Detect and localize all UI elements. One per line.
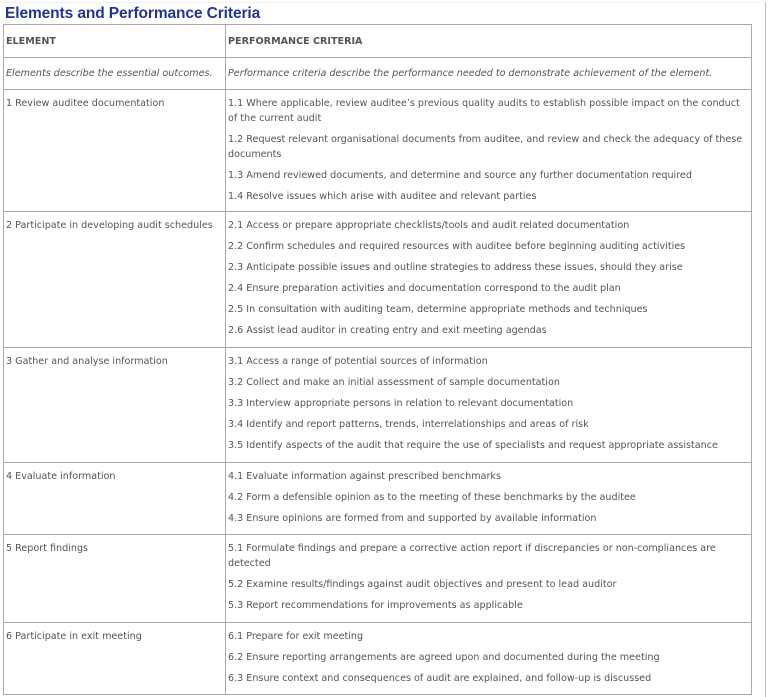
criterion: 3.2 Collect and make an initial assessment of sample documentation [228, 377, 560, 388]
element-cell: 6 Participate in exit meeting [4, 623, 226, 695]
criterion: 2.4 Ensure preparation activities and documentation correspond to the audit plan [228, 283, 621, 294]
element-cell: 2 Participate in developing audit schedules [4, 212, 226, 348]
elements-criteria-table [3, 24, 752, 695]
criteria-cell [226, 535, 752, 623]
table-row [4, 348, 752, 463]
header-element: ELEMENT [4, 25, 226, 58]
criterion: 4.1 Evaluate information against prescribed benchmarks [228, 471, 501, 482]
criteria-description: Performance criteria describe the performance needed to demonstrate achievement of the element. [226, 58, 752, 90]
criterion: 2.6 Assist lead auditor in creating entry and exit meeting agendas [228, 325, 547, 336]
criterion: 5.2 Examine results/findings against audit objectives and present to lead auditor [228, 579, 617, 590]
table-row [4, 623, 752, 695]
criterion: 6.2 Ensure reporting arrangements are agreed upon and documented during the meeting [228, 652, 660, 663]
criteria-cell [226, 348, 752, 463]
page-title: Elements and Performance Criteria [5, 5, 261, 22]
criterion: 3.4 Identify and report patterns, trends, interrelationships and areas of risk [228, 419, 589, 430]
table-row [4, 212, 752, 348]
criterion: 6.1 Prepare for exit meeting [228, 631, 364, 642]
criterion: 3.3 Interview appropriate persons in relation to relevant documentation [228, 398, 574, 409]
criterion: 1.1 Where applicable, review auditee’s previous quality audits to establish possible impact on the conduct of the current audit [228, 98, 740, 124]
criterion: 1.2 Request relevant organisational documents from auditee, and review and check the adequacy of these documents [228, 134, 743, 160]
criterion: 2.3 Anticipate possible issues and outline strategies to address these issues, should they arise [228, 262, 683, 273]
element-cell: 4 Evaluate information [4, 463, 226, 535]
table-row [4, 90, 752, 212]
criteria-cell [226, 212, 752, 348]
criterion: 5.3 Report recommendations for improvements as applicable [228, 600, 523, 611]
criterion: 1.4 Resolve issues which arise with auditee and relevant parties [228, 191, 537, 202]
criteria-cell [226, 623, 752, 695]
criterion: 3.5 Identify aspects of the audit that require the use of specialists and request appropriate assistance [228, 440, 718, 451]
criteria-cell [226, 463, 752, 535]
criterion: 6.3 Ensure context and consequences of audit are explained, and follow-up is discussed [228, 673, 652, 684]
criterion: 3.1 Access a range of potential sources of information [228, 356, 488, 367]
criterion: 5.1 Formulate findings and prepare a corrective action report if discrepancies or non-compliances are detected [228, 543, 716, 569]
criterion: 1.3 Amend reviewed documents, and determine and source any further documentation required [228, 170, 692, 181]
criterion: 4.3 Ensure opinions are formed from and supported by available information [228, 513, 597, 524]
element-cell: 5 Report findings [4, 535, 226, 623]
table-header-row [4, 25, 752, 58]
element-cell: 1 Review auditee documentation [4, 90, 226, 212]
criterion: 2.1 Access or prepare appropriate checklists/tools and audit related documentation [228, 220, 630, 231]
table-row [4, 535, 752, 623]
criteria-cell [226, 90, 752, 212]
table-row [4, 463, 752, 535]
header-performance-criteria: PERFORMANCE CRITERIA [226, 25, 752, 58]
criterion: 2.5 In consultation with auditing team, determine appropriate methods and techniques [228, 304, 648, 315]
page-frame-right [765, 2, 766, 697]
element-cell: 3 Gather and analyse information [4, 348, 226, 463]
criterion: 2.2 Confirm schedules and required resources with auditee before beginning auditing activities [228, 241, 686, 252]
description-row [4, 58, 752, 90]
criterion: 4.2 Form a defensible opinion as to the meeting of these benchmarks by the auditee [228, 492, 636, 503]
page-frame-top [0, 2, 766, 3]
element-description: Elements describe the essential outcomes. [4, 58, 226, 90]
